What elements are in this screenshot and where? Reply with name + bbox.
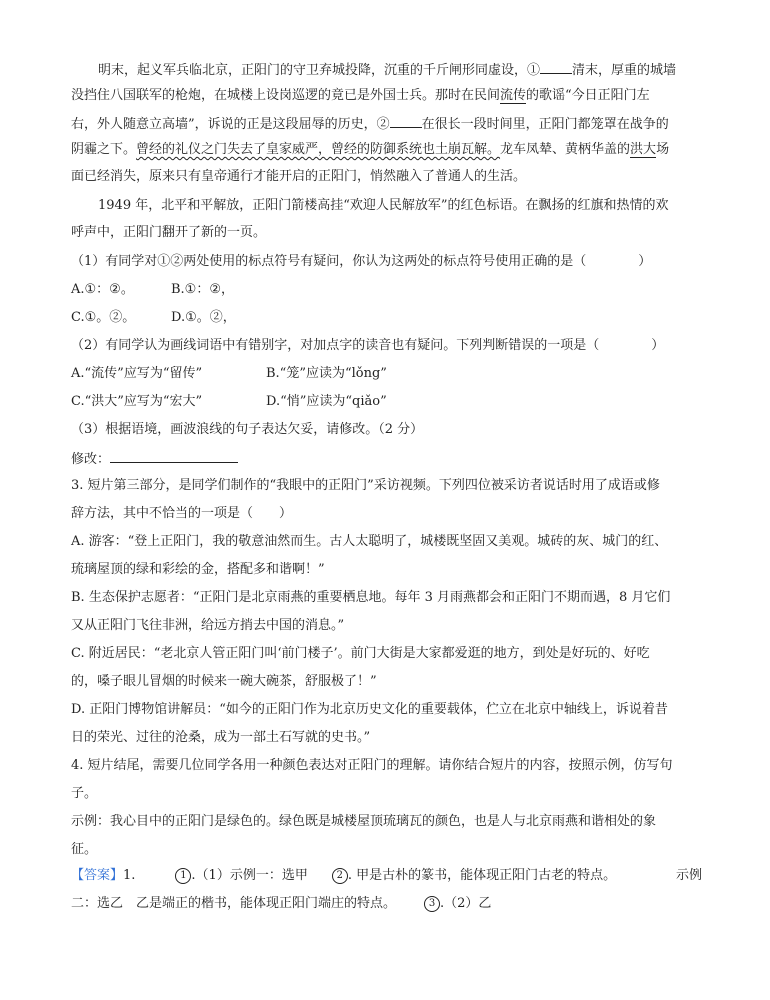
- question-stem: 3. 短片第三部分，是同学们制作的“我眼中的正阳门”采访视频。下列四位被采访者说话时用了成语或修: [71, 478, 660, 493]
- revise-line: 修改：: [71, 449, 238, 469]
- option-d: D.①。②，: [171, 310, 236, 325]
- blank-1: [540, 60, 572, 74]
- underlined-word: 流传: [500, 88, 527, 103]
- wavy-sentence: 曾经的礼仪之门失去了皇家威严，曾经的防御系统也土崩瓦解。: [136, 142, 501, 157]
- option-a: A.“流传”应写为“留传”: [71, 366, 203, 381]
- dotted-char: 笼: [590, 117, 604, 132]
- option-c: C. 附近居民：“老北京人管正阳门叫‘前门楼子’。前门大街是大家都爱逛的地方，到处是好玩的、好吃: [71, 646, 650, 661]
- question-stem: （2）有同学认为画线词语中有错别字，对加点字的读音也有疑问。下列判断错误的一项是（ ）: [71, 338, 665, 353]
- answer-line: 【答案】1. 1 .（1）示例一：选甲 2 . 甲是古朴的篆书，能体现正阳门古老的特点。: [71, 868, 617, 883]
- circled-number: 2: [332, 868, 348, 884]
- passage-line: 面已经消失，原来只有皇帝通行才能开启的正阳门，悄然融入了普通人的生活。: [71, 169, 527, 184]
- question-stem: 辞方法，其中不恰当的一项是（ ）: [71, 506, 293, 521]
- option-c-cont: 的，嗓子眼儿冒烟的时候来一碗大碗茶，舒服极了！”: [71, 674, 377, 689]
- option-c: C.“洪大”应写为“宏大”: [71, 394, 203, 409]
- answer-line-end: 示例: [676, 868, 703, 883]
- option-b: B.“笼”应读为“lǒng”: [266, 366, 387, 381]
- question-stem: （3）根据语境，画波浪线的句子表达欠妥，请修改。（2 分）: [71, 422, 424, 437]
- answer-blank: [110, 449, 238, 463]
- dotted-char: 悄: [370, 169, 384, 184]
- passage-line: 阴霾之下。曾经的礼仪之门失去了皇家威严，曾经的防御系统也土崩瓦解。龙车凤辇、黄柄华盖的洪大场: [71, 142, 670, 157]
- question-stem: 4. 短片结尾，需要几位同学各用一种颜色表达对正阳门的理解。请你结合短片的内容，按照示例，仿写句: [71, 758, 673, 773]
- option-d: D. 正阳门博物馆讲解员：“如今的正阳门作为北京历史文化的重要载体，伫立在北京中轴线上，诉说着昔: [71, 702, 668, 717]
- passage-line: 1949 年，北平和平解放，正阳门箭楼高挂“欢迎人民解放军”的红色标语。在飘扬的红旗和热情的欢: [98, 198, 669, 213]
- circled-number: 3: [424, 896, 440, 912]
- answer-line: 二：选乙 乙是端正的楷书，能体现正阳门端庄的特点。 3 .（2）乙: [71, 896, 492, 911]
- passage-line: 右，外人随意立高墙”，诉说的正是这段屈辱的历史，② 在很长一段时间里，正阳门都笼罩在战争的: [71, 114, 669, 134]
- option-a: A. 游客：“登上正阳门，我的敬意油然而生。古人太聪明了，城楼既坚固又美观。城砖的灰、城门的红、: [71, 534, 668, 549]
- option-d-cont: 日的荣光、过往的沧桑，成为一部土石写就的史书。”: [71, 730, 371, 745]
- option-c: C.①。②。: [71, 310, 136, 325]
- circled-number: 1: [175, 868, 191, 884]
- example: 示例：我心目中的正阳门是绿色的。绿色既是城楼屋顶琉璃瓦的颜色，也是人与北京雨燕和谐相处的象: [71, 814, 657, 829]
- option-b: B.①：②，: [171, 282, 234, 297]
- example-cont: 征。: [71, 842, 98, 857]
- underlined-word: 洪大: [630, 142, 657, 157]
- option-d: D.“悄”应读为“qiǎo”: [266, 394, 387, 409]
- passage-line: 呼声中，正阳门翻开了新的一页。: [71, 225, 267, 240]
- passage-line: 明末，起义军兵临北京，正阳门的守卫弃城投降，沉重的千斤闸形同虚设，① 清末，厚重的城墙: [98, 60, 676, 80]
- answer-tag: 【答案】: [71, 868, 124, 883]
- blank-2: [390, 114, 422, 128]
- option-b-cont: 又从正阳门飞往非洲，给远方捎去中国的消息。”: [71, 618, 345, 633]
- passage-line: 没挡住八国联军的枪炮，在城楼上设岗巡逻的竟已是外国士兵。那时在民间流传的歌谣“今日正阳门左: [71, 88, 650, 103]
- option-b: B. 生态保护志愿者：“正阳门是北京雨燕的重要栖息地。每年 3 月雨燕都会和正阳门不期而遇，8 月它们: [71, 590, 671, 605]
- question-stem: 子。: [71, 786, 98, 801]
- option-a-cont: 琉璃屋顶的绿和彩绘的金，搭配多和谐啊！”: [71, 562, 325, 577]
- question-stem: （1）有同学对①②两处使用的标点符号有疑问，你认为这两处的标点符号使用正确的是（ ）: [71, 254, 652, 269]
- option-a: A.①：②。: [71, 282, 134, 297]
